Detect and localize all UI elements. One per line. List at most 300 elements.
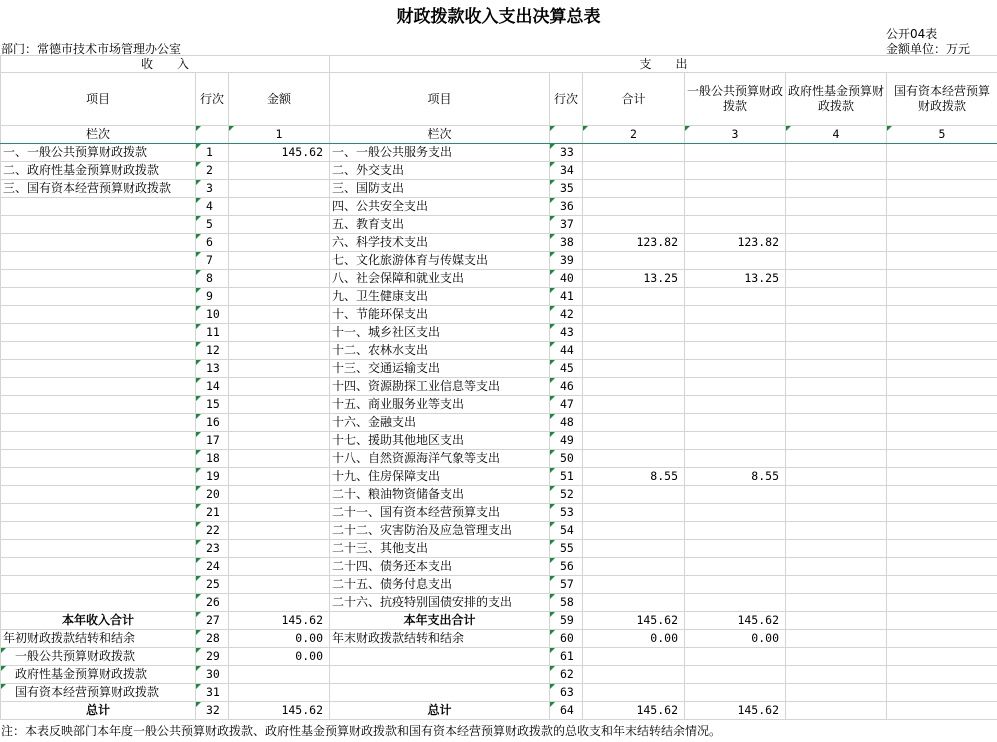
income-item-cell: 国有资本经营预算财政拨款 — [1, 684, 196, 702]
budget-table — [0, 55, 997, 720]
income-amount-cell — [229, 216, 330, 234]
income-row-number: 20 — [196, 486, 229, 504]
expense-gov-fund-cell — [786, 702, 887, 720]
col-label-lanci-2: 栏次 — [330, 126, 550, 144]
expense-item-cell: 二十一、国有资本经营预算支出 — [330, 504, 550, 522]
expense-row-number: 44 — [550, 342, 583, 360]
expense-row-number: 56 — [550, 558, 583, 576]
table-row — [1, 216, 997, 234]
income-row-number: 4 — [196, 198, 229, 216]
expense-total-cell — [583, 522, 685, 540]
table-row — [1, 702, 997, 720]
expense-item-cell: 七、文化旅游体育与传媒支出 — [330, 252, 550, 270]
expense-state-capital-cell — [887, 432, 997, 450]
expense-total-cell — [583, 486, 685, 504]
table-row — [1, 360, 997, 378]
expense-general-cell — [685, 162, 786, 180]
income-amount-cell — [229, 306, 330, 324]
col-label-3: 3 — [685, 126, 786, 144]
income-item-cell — [1, 558, 196, 576]
income-row-number: 5 — [196, 216, 229, 234]
table-row — [1, 252, 997, 270]
expense-row-number: 34 — [550, 162, 583, 180]
col-label-lanci: 栏次 — [1, 126, 196, 144]
expense-state-capital-cell — [887, 630, 997, 648]
expense-section-header: 支 出 — [330, 56, 997, 73]
expense-total-cell — [583, 342, 685, 360]
income-row-number: 19 — [196, 468, 229, 486]
income-row-number: 30 — [196, 666, 229, 684]
table-row — [1, 630, 997, 648]
income-item-cell — [1, 540, 196, 558]
expense-row-number: 47 — [550, 396, 583, 414]
income-row-number: 29 — [196, 648, 229, 666]
table-row — [1, 396, 997, 414]
expense-row-number: 59 — [550, 612, 583, 630]
expense-state-capital-cell — [887, 180, 997, 198]
expense-general-cell — [685, 558, 786, 576]
expense-gov-fund-cell — [786, 522, 887, 540]
income-item-cell — [1, 378, 196, 396]
income-amount-cell — [229, 180, 330, 198]
table-row — [1, 306, 997, 324]
income-amount-cell — [229, 540, 330, 558]
income-item-cell — [1, 594, 196, 612]
income-amount-cell: 145.62 — [229, 702, 330, 720]
income-row-number: 6 — [196, 234, 229, 252]
expense-total-cell — [583, 144, 685, 162]
expense-total-cell — [583, 162, 685, 180]
expense-row-number: 62 — [550, 666, 583, 684]
expense-general-cell: 145.62 — [685, 612, 786, 630]
expense-general-cell — [685, 306, 786, 324]
expense-general-cell: 123.82 — [685, 234, 786, 252]
table-row — [1, 432, 997, 450]
table-row — [1, 558, 997, 576]
expense-state-capital-cell — [887, 468, 997, 486]
expense-item-cell: 十、节能环保支出 — [330, 306, 550, 324]
income-amount-cell — [229, 450, 330, 468]
expense-gov-fund-cell — [786, 504, 887, 522]
income-row-number: 1 — [196, 144, 229, 162]
expense-item-cell: 八、社会保障和就业支出 — [330, 270, 550, 288]
expense-total-cell: 0.00 — [583, 630, 685, 648]
income-row-number: 32 — [196, 702, 229, 720]
expense-total-cell — [583, 450, 685, 468]
expense-total-cell: 13.25 — [583, 270, 685, 288]
income-item-cell: 本年收入合计 — [1, 612, 196, 630]
expense-state-capital-cell — [887, 522, 997, 540]
expense-gov-fund-cell — [786, 612, 887, 630]
expense-row-number: 38 — [550, 234, 583, 252]
expense-total-cell — [583, 252, 685, 270]
expense-gov-fund-cell — [786, 684, 887, 702]
expense-total-cell — [583, 288, 685, 306]
table-row — [1, 684, 997, 702]
income-item-cell — [1, 504, 196, 522]
footnote: 注：本表反映部门本年度一般公共预算财政拨款、政府性基金预算财政拨款和国有资本经营预算财政拨款的总收支和年末结转结余情况。 — [1, 724, 722, 738]
expense-row-number: 46 — [550, 378, 583, 396]
form-number: 公开04表 — [886, 27, 938, 41]
expense-item-cell — [330, 648, 550, 666]
expense-item-cell: 十七、援助其他地区支出 — [330, 432, 550, 450]
income-amount-cell — [229, 288, 330, 306]
expense-row-number: 54 — [550, 522, 583, 540]
income-amount-cell — [229, 342, 330, 360]
expense-general-cell — [685, 378, 786, 396]
expense-state-capital-cell — [887, 576, 997, 594]
expense-state-capital-cell — [887, 360, 997, 378]
col-label-4: 4 — [786, 126, 887, 144]
income-row-number: 27 — [196, 612, 229, 630]
table-row — [1, 522, 997, 540]
expense-item-cell: 二十二、灾害防治及应急管理支出 — [330, 522, 550, 540]
income-amount-cell — [229, 396, 330, 414]
expense-state-capital-cell — [887, 378, 997, 396]
expense-gov-fund-cell — [786, 648, 887, 666]
income-amount-cell — [229, 684, 330, 702]
expense-gov-fund-cell — [786, 180, 887, 198]
expense-item-cell: 五、教育支出 — [330, 216, 550, 234]
income-row-number: 12 — [196, 342, 229, 360]
expense-total-cell — [583, 666, 685, 684]
expense-state-capital-cell — [887, 288, 997, 306]
expense-total-cell — [583, 504, 685, 522]
expense-general-cell — [685, 288, 786, 306]
expense-general-cell — [685, 144, 786, 162]
header-income-amount: 金额 — [229, 73, 330, 126]
expense-total-cell — [583, 180, 685, 198]
income-section-header: 收 入 — [1, 56, 330, 73]
expense-row-number: 41 — [550, 288, 583, 306]
income-row-number: 3 — [196, 180, 229, 198]
income-item-cell — [1, 342, 196, 360]
expense-general-cell — [685, 486, 786, 504]
income-row-number: 26 — [196, 594, 229, 612]
expense-gov-fund-cell — [786, 360, 887, 378]
income-row-number: 2 — [196, 162, 229, 180]
income-amount-cell: 145.62 — [229, 612, 330, 630]
col-label-5: 5 — [887, 126, 997, 144]
income-item-cell — [1, 216, 196, 234]
income-amount-cell — [229, 252, 330, 270]
income-amount-cell — [229, 432, 330, 450]
expense-row-number: 36 — [550, 198, 583, 216]
income-item-cell — [1, 270, 196, 288]
income-row-number: 24 — [196, 558, 229, 576]
header-general-budget: 一般公共预算财政拨款 — [685, 73, 786, 126]
col-label-1: 1 — [229, 126, 330, 144]
expense-state-capital-cell — [887, 216, 997, 234]
expense-state-capital-cell — [887, 648, 997, 666]
expense-state-capital-cell — [887, 684, 997, 702]
income-amount-cell: 145.62 — [229, 144, 330, 162]
expense-item-cell: 年末财政拨款结转和结余 — [330, 630, 550, 648]
expense-gov-fund-cell — [786, 378, 887, 396]
expense-state-capital-cell — [887, 306, 997, 324]
income-row-number: 14 — [196, 378, 229, 396]
expense-state-capital-cell — [887, 486, 997, 504]
expense-item-cell — [330, 666, 550, 684]
table-row — [1, 594, 997, 612]
section-header-row — [1, 56, 997, 73]
expense-gov-fund-cell — [786, 270, 887, 288]
table-row — [1, 576, 997, 594]
expense-state-capital-cell — [887, 198, 997, 216]
expense-row-number: 50 — [550, 450, 583, 468]
expense-state-capital-cell — [887, 414, 997, 432]
table-row — [1, 180, 997, 198]
table-row — [1, 612, 997, 630]
expense-total-cell — [583, 594, 685, 612]
table-row — [1, 342, 997, 360]
income-item-cell: 政府性基金预算财政拨款 — [1, 666, 196, 684]
income-row-number: 15 — [196, 396, 229, 414]
income-row-number: 28 — [196, 630, 229, 648]
table-row — [1, 486, 997, 504]
expense-row-number: 53 — [550, 504, 583, 522]
expense-general-cell: 8.55 — [685, 468, 786, 486]
income-item-cell — [1, 486, 196, 504]
expense-general-cell — [685, 684, 786, 702]
expense-state-capital-cell — [887, 270, 997, 288]
expense-gov-fund-cell — [786, 324, 887, 342]
income-item-cell: 三、国有资本经营预算财政拨款 — [1, 180, 196, 198]
income-row-number: 11 — [196, 324, 229, 342]
table-row — [1, 324, 997, 342]
expense-total-cell: 123.82 — [583, 234, 685, 252]
expense-row-number: 58 — [550, 594, 583, 612]
income-amount-cell — [229, 504, 330, 522]
expense-row-number: 61 — [550, 648, 583, 666]
income-item-cell — [1, 234, 196, 252]
expense-item-cell: 二十、粮油物资储备支出 — [330, 486, 550, 504]
expense-total-cell: 8.55 — [583, 468, 685, 486]
expense-item-cell: 四、公共安全支出 — [330, 198, 550, 216]
expense-state-capital-cell — [887, 450, 997, 468]
income-item-cell — [1, 306, 196, 324]
col-label-blank-2 — [550, 126, 583, 144]
expense-item-cell: 十九、住房保障支出 — [330, 468, 550, 486]
table-row — [1, 378, 997, 396]
expense-item-cell: 三、国防支出 — [330, 180, 550, 198]
expense-item-cell: 十一、城乡社区支出 — [330, 324, 550, 342]
table-row — [1, 666, 997, 684]
table-row — [1, 540, 997, 558]
income-amount-cell: 0.00 — [229, 630, 330, 648]
expense-item-cell: 一、一般公共服务支出 — [330, 144, 550, 162]
expense-state-capital-cell — [887, 612, 997, 630]
expense-gov-fund-cell — [786, 666, 887, 684]
income-amount-cell: 0.00 — [229, 648, 330, 666]
table-row — [1, 504, 997, 522]
expense-item-cell: 二十四、债务还本支出 — [330, 558, 550, 576]
income-amount-cell — [229, 324, 330, 342]
expense-general-cell — [685, 342, 786, 360]
income-item-cell — [1, 468, 196, 486]
income-amount-cell — [229, 486, 330, 504]
expense-state-capital-cell — [887, 342, 997, 360]
expense-total-cell — [583, 306, 685, 324]
expense-row-number: 40 — [550, 270, 583, 288]
table-row — [1, 288, 997, 306]
expense-item-cell: 二十六、抗疫特别国债安排的支出 — [330, 594, 550, 612]
expense-item-cell: 十五、商业服务业等支出 — [330, 396, 550, 414]
expense-total-cell — [583, 324, 685, 342]
income-item-cell: 一般公共预算财政拨款 — [1, 648, 196, 666]
expense-total-cell — [583, 558, 685, 576]
income-item-cell — [1, 450, 196, 468]
expense-row-number: 64 — [550, 702, 583, 720]
income-row-number: 7 — [196, 252, 229, 270]
income-amount-cell — [229, 378, 330, 396]
expense-item-cell: 六、科学技术支出 — [330, 234, 550, 252]
expense-item-cell: 总计 — [330, 702, 550, 720]
income-row-number: 17 — [196, 432, 229, 450]
expense-general-cell — [685, 180, 786, 198]
expense-gov-fund-cell — [786, 540, 887, 558]
expense-item-cell: 十六、金融支出 — [330, 414, 550, 432]
expense-total-cell — [583, 576, 685, 594]
income-row-number: 31 — [196, 684, 229, 702]
expense-state-capital-cell — [887, 396, 997, 414]
expense-general-cell — [685, 252, 786, 270]
expense-row-number: 42 — [550, 306, 583, 324]
expense-row-number: 37 — [550, 216, 583, 234]
expense-row-number: 39 — [550, 252, 583, 270]
expense-gov-fund-cell — [786, 414, 887, 432]
expense-general-cell — [685, 540, 786, 558]
income-row-number: 21 — [196, 504, 229, 522]
expense-gov-fund-cell — [786, 342, 887, 360]
income-item-cell — [1, 288, 196, 306]
report-title: 财政拨款收入支出决算总表 — [396, 7, 601, 27]
income-amount-cell — [229, 360, 330, 378]
expense-row-number: 45 — [550, 360, 583, 378]
header-gov-fund: 政府性基金预算财政拨款 — [786, 73, 887, 126]
expense-total-cell: 145.62 — [583, 702, 685, 720]
expense-gov-fund-cell — [786, 630, 887, 648]
income-item-cell: 总计 — [1, 702, 196, 720]
department-label: 部门：常德市技术市场管理办公室 — [1, 42, 182, 56]
expense-general-cell — [685, 522, 786, 540]
expense-row-number: 55 — [550, 540, 583, 558]
expense-row-number: 57 — [550, 576, 583, 594]
expense-row-number: 33 — [550, 144, 583, 162]
expense-gov-fund-cell — [786, 252, 887, 270]
income-item-cell — [1, 576, 196, 594]
income-amount-cell — [229, 234, 330, 252]
income-row-number: 16 — [196, 414, 229, 432]
table-row — [1, 648, 997, 666]
expense-gov-fund-cell — [786, 486, 887, 504]
income-item-cell — [1, 252, 196, 270]
expense-state-capital-cell — [887, 666, 997, 684]
expense-total-cell — [583, 414, 685, 432]
income-item-cell: 一、一般公共预算财政拨款 — [1, 144, 196, 162]
expense-item-cell: 本年支出合计 — [330, 612, 550, 630]
expense-state-capital-cell — [887, 558, 997, 576]
expense-gov-fund-cell — [786, 144, 887, 162]
income-row-number: 25 — [196, 576, 229, 594]
expense-total-cell — [583, 360, 685, 378]
header-expense-row-no: 行次 — [550, 73, 583, 126]
expense-general-cell — [685, 396, 786, 414]
expense-state-capital-cell — [887, 144, 997, 162]
expense-item-cell: 九、卫生健康支出 — [330, 288, 550, 306]
column-header-row — [1, 73, 997, 126]
income-item-cell — [1, 360, 196, 378]
income-amount-cell — [229, 198, 330, 216]
expense-general-cell — [685, 360, 786, 378]
income-item-cell — [1, 198, 196, 216]
expense-row-number: 48 — [550, 414, 583, 432]
table-row — [1, 414, 997, 432]
income-amount-cell — [229, 576, 330, 594]
expense-gov-fund-cell — [786, 396, 887, 414]
income-row-number: 18 — [196, 450, 229, 468]
expense-item-cell: 二十三、其他支出 — [330, 540, 550, 558]
expense-total-cell — [583, 396, 685, 414]
expense-general-cell — [685, 216, 786, 234]
expense-general-cell — [685, 594, 786, 612]
income-amount-cell — [229, 162, 330, 180]
income-amount-cell — [229, 414, 330, 432]
expense-total-cell — [583, 216, 685, 234]
expense-row-number: 63 — [550, 684, 583, 702]
expense-general-cell — [685, 648, 786, 666]
expense-gov-fund-cell — [786, 216, 887, 234]
expense-total-cell — [583, 432, 685, 450]
expense-gov-fund-cell — [786, 306, 887, 324]
income-amount-cell — [229, 468, 330, 486]
expense-state-capital-cell — [887, 162, 997, 180]
expense-state-capital-cell — [887, 540, 997, 558]
column-number-row — [1, 126, 997, 144]
expense-total-cell: 145.62 — [583, 612, 685, 630]
expense-gov-fund-cell — [786, 198, 887, 216]
expense-general-cell — [685, 666, 786, 684]
income-item-cell — [1, 432, 196, 450]
header-expense-item: 项目 — [330, 73, 550, 126]
expense-total-cell — [583, 378, 685, 396]
expense-gov-fund-cell — [786, 288, 887, 306]
expense-row-number: 49 — [550, 432, 583, 450]
header-total: 合计 — [583, 73, 685, 126]
expense-row-number: 43 — [550, 324, 583, 342]
header-income-row-no: 行次 — [196, 73, 229, 126]
income-row-number: 22 — [196, 522, 229, 540]
expense-state-capital-cell — [887, 504, 997, 522]
table-row — [1, 234, 997, 252]
expense-row-number: 60 — [550, 630, 583, 648]
expense-total-cell — [583, 648, 685, 666]
expense-general-cell: 13.25 — [685, 270, 786, 288]
expense-item-cell: 二、外交支出 — [330, 162, 550, 180]
income-row-number: 23 — [196, 540, 229, 558]
income-item-cell: 年初财政拨款结转和结余 — [1, 630, 196, 648]
expense-item-cell: 二十五、债务付息支出 — [330, 576, 550, 594]
table-row — [1, 144, 997, 162]
expense-total-cell — [583, 684, 685, 702]
income-amount-cell — [229, 522, 330, 540]
expense-item-cell — [330, 684, 550, 702]
col-label-2: 2 — [583, 126, 685, 144]
expense-total-cell — [583, 540, 685, 558]
income-amount-cell — [229, 666, 330, 684]
expense-row-number: 52 — [550, 486, 583, 504]
expense-general-cell — [685, 432, 786, 450]
